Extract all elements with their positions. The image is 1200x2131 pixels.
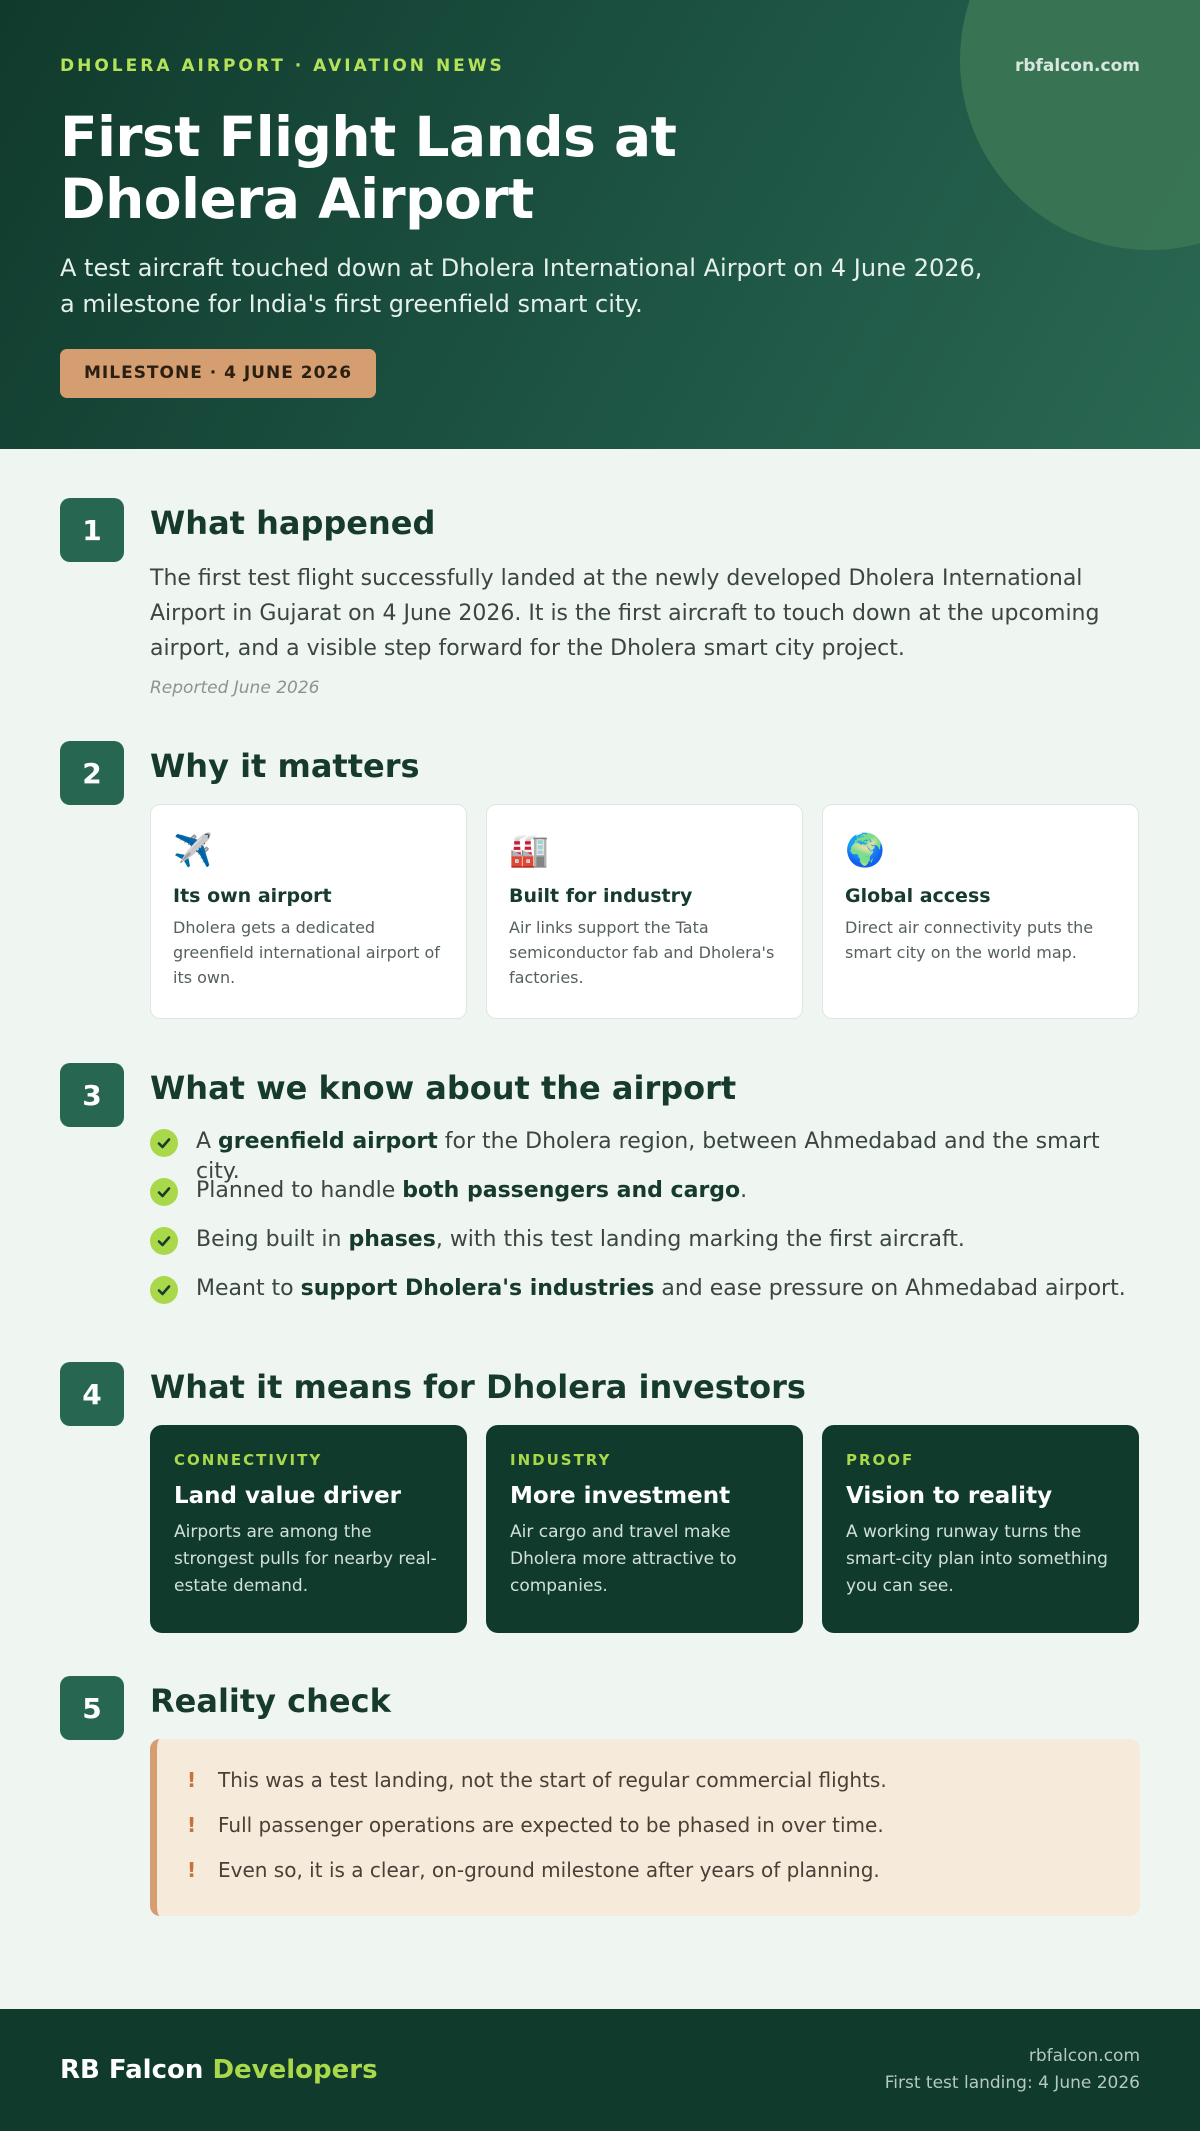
item-text-post: , with this test landing marking the first aircraft. [435,1227,965,1252]
card-text: Direct air connectivity puts the smart city on the world map. [845,918,1094,962]
card-text: A working runway turns the smart-city plan into something you can see. [846,1522,1108,1596]
card-title: Vision to reality [846,1483,1053,1509]
card-text: Dholera gets a dedicated greenfield international airport of its own. [173,918,440,987]
section-title: What happened [150,504,436,542]
item-text-pre: Meant to [196,1276,301,1301]
investor-card [150,1425,467,1633]
list-item [150,1225,1140,1274]
list-item [150,1176,1140,1225]
brand-accent: Developers [212,2055,378,2085]
benefit-card [150,804,467,1019]
exclamation-icon: ! [187,1813,197,1837]
hero-kicker: DHOLERA AIRPORT · AVIATION NEWS [60,56,505,76]
footer-info [885,2043,1140,2097]
footer [0,2009,1200,2131]
benefit-card [822,804,1139,1019]
item-text-post: for the Dholera region, between Ahmedabad and the smart city. [196,1129,1100,1184]
brand-name: RB Falcon [60,2055,204,2085]
section-number: 5 [60,1676,124,1740]
hero-top-bar [60,56,1140,76]
section-number: 3 [60,1063,124,1127]
item-text-post: . [740,1178,748,1203]
section-body [150,561,1140,698]
caveat-text: This was a test landing, not the start of regular commercial flights. [218,1768,887,1792]
section-paragraph: The first test flight successfully landed at the newly developed Dholera International Airport in Gujarat on 4 June 2026. It is the first aircraft to touch down at the upcoming airport, and a visible step forward for the Dholera smart city project. [150,566,1100,661]
exclamation-icon: ! [187,1858,197,1882]
factory-icon: 🏭 [509,831,549,869]
item-text-post: and ease pressure on Ahmedabad airport. [654,1276,1126,1301]
card-text: Air cargo and travel make Dholera more attractive to companies. [510,1522,737,1596]
item-text-pre: Planned to handle [196,1178,403,1203]
card-title: More investment [510,1483,731,1509]
section-title: What it means for Dholera investors [150,1368,806,1406]
footer-note: First test landing: 4 June 2026 [884,2073,1140,2093]
card-title: Global access [845,885,991,907]
caveat-item [187,1810,1140,1855]
milestone-badge: MILESTONE · 4 JUNE 2026 [60,349,376,398]
card-text: Air links support the Tata semiconductor fab and Dholera's factories. [509,918,775,987]
item-text-bold: phases [348,1227,436,1252]
item-text-bold: both passengers and cargo [402,1178,741,1203]
section-number: 2 [60,741,124,805]
section-title: What we know about the airport [150,1069,737,1107]
checkmark-icon [150,1227,178,1255]
page-title: First Flight Lands at Dholera Airport [60,105,677,231]
card-title: Built for industry [509,885,693,907]
item-text-pre: A [196,1129,219,1154]
list-item [150,1127,1140,1184]
globe-icon: 🌍 [845,831,885,869]
exclamation-icon: ! [187,1768,197,1792]
benefit-card [486,804,803,1019]
checkmark-icon [150,1129,178,1157]
airplane-icon: ✈️ [173,831,213,869]
footer-site-link[interactable]: rbfalcon.com [1028,2046,1140,2066]
site-link[interactable]: rbfalcon.com [1014,56,1140,76]
section-title: Reality check [150,1682,391,1720]
caveat-item [187,1855,1140,1900]
investor-card [486,1425,803,1633]
brand-logo [60,2055,378,2085]
caveat-item [187,1765,1140,1810]
section-number: 1 [60,498,124,562]
investor-card [822,1425,1139,1633]
benefit-cards [150,804,1140,1019]
page-subtitle: A test aircraft touched down at Dholera International Airport on 4 June 2026, a milestone for India's first greenfield smart city. [60,254,983,318]
section-title: Why it matters [150,747,420,785]
list-item [150,1274,1140,1323]
hero-banner [0,0,1200,449]
decorative-circle [960,0,1200,250]
caveat-box [150,1739,1140,1916]
caveat-text: Even so, it is a clear, on-ground milestone after years of planning. [218,1858,880,1882]
card-text: Airports are among the strongest pulls for nearby real-estate demand. [174,1522,437,1596]
checkmark-icon [150,1178,178,1206]
item-text-pre: Being built in [196,1227,349,1252]
caveat-text: Full passenger operations are expected to be phased in over time. [218,1813,884,1837]
card-tag: CONNECTIVITY [174,1451,323,1469]
item-text-bold: greenfield airport [218,1129,438,1154]
investor-cards [150,1425,1140,1633]
card-title: Its own airport [173,885,332,907]
card-title: Land value driver [174,1483,402,1509]
card-tag: INDUSTRY [510,1451,612,1469]
fact-list [150,1127,1140,1323]
card-tag: PROOF [846,1451,915,1469]
section-number: 4 [60,1362,124,1426]
item-text-bold: support Dholera's industries [300,1276,655,1301]
reported-note: Reported June 2026 [150,678,320,698]
checkmark-icon [150,1276,178,1304]
